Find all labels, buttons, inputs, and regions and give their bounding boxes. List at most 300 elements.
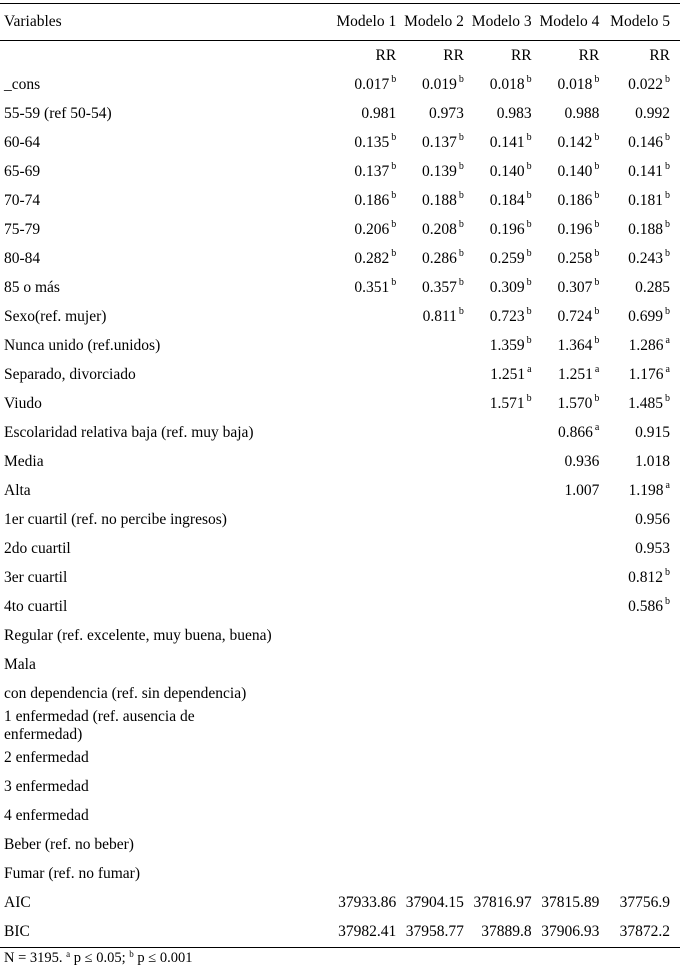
cell-number: 0.243 — [628, 249, 663, 267]
significance-mark: b — [391, 73, 397, 85]
significance-mark: b — [594, 218, 600, 230]
table-row — [0, 273, 680, 302]
cell-value — [532, 505, 600, 534]
cell-value — [396, 418, 464, 447]
cell-number: 0.184 — [489, 191, 525, 209]
significance-mark: a — [665, 363, 670, 375]
table-row — [0, 708, 680, 744]
cell-value — [464, 418, 532, 447]
table-row — [0, 650, 680, 679]
cell-value — [464, 889, 532, 918]
cell-value — [532, 186, 600, 215]
cell-value — [599, 476, 680, 505]
cell-value — [328, 889, 396, 918]
cell-number: 0.973 — [429, 104, 464, 122]
table-row — [0, 889, 680, 918]
cell-value — [599, 505, 680, 534]
cell-value — [464, 70, 532, 99]
cell-number: 0.866 — [558, 423, 593, 441]
cell-value — [599, 186, 680, 215]
cell-value — [396, 476, 464, 505]
cell-number: 0.017 — [354, 75, 390, 93]
cell-value — [396, 331, 464, 360]
table-row — [0, 534, 680, 563]
cell-value — [464, 802, 532, 831]
table-row — [0, 563, 680, 592]
significance-mark: b — [665, 305, 670, 317]
cell-value — [328, 860, 396, 889]
significance-mark: b — [526, 73, 532, 85]
cell-value — [532, 889, 600, 918]
cell-number: 37872.2 — [619, 923, 670, 941]
table-row — [0, 802, 680, 831]
cell-value — [532, 831, 600, 860]
cell-number: 0.188 — [628, 220, 663, 238]
row-label: Regular (ref. excelente, muy buena, buena) — [4, 626, 272, 644]
significance-mark: b — [594, 247, 600, 259]
cell-value — [464, 831, 532, 860]
cell-value — [328, 157, 396, 186]
significance-mark: a — [594, 421, 600, 433]
rr-row — [0, 41, 680, 71]
cell-number: 1.286 — [628, 336, 664, 354]
cell-value — [396, 302, 464, 331]
cell-number: 37816.97 — [473, 894, 532, 912]
cell-value — [396, 273, 464, 302]
cell-number: 1.364 — [557, 336, 593, 354]
cell-value — [328, 592, 396, 621]
table-row — [0, 918, 680, 948]
cell-value — [532, 360, 600, 389]
cell-value — [464, 99, 532, 128]
cell-value — [599, 389, 680, 418]
significance-mark: b — [665, 566, 670, 578]
significance-mark: b — [526, 218, 532, 230]
significance-mark: b — [526, 131, 532, 143]
cell-value — [599, 273, 680, 302]
cell-value — [599, 99, 680, 128]
significance-mark: b — [526, 392, 532, 404]
cell-value — [599, 592, 680, 621]
cell-number: 0.258 — [557, 249, 593, 267]
row-label: 2do cuartil — [4, 539, 71, 557]
significance-mark: b — [391, 131, 397, 143]
cell-value — [396, 889, 464, 918]
table-row — [0, 592, 680, 621]
cell-value — [599, 157, 680, 186]
cell-value — [396, 186, 464, 215]
rr-label: RR — [443, 46, 464, 64]
footnote — [4, 950, 193, 967]
cell-value — [328, 831, 396, 860]
cell-number: 0.259 — [489, 249, 525, 267]
cell-number: 0.723 — [489, 307, 525, 325]
significance-mark: b — [526, 189, 532, 201]
cell-value — [532, 744, 600, 773]
significance-mark: b — [391, 276, 397, 288]
significance-mark: b — [391, 218, 397, 230]
row-label: 75-79 — [4, 220, 41, 238]
cell-number: 0.018 — [489, 75, 525, 93]
cell-value — [532, 99, 600, 128]
cell-value — [532, 302, 600, 331]
row-label: Mala — [4, 655, 36, 673]
significance-mark: b — [665, 247, 670, 259]
variables-header: Variables — [0, 4, 328, 41]
cell-number: 0.992 — [635, 104, 670, 122]
row-label: 3er cuartil — [4, 568, 68, 586]
cell-value — [599, 244, 680, 273]
cell-number: 0.988 — [564, 104, 600, 122]
cell-value — [532, 273, 600, 302]
cell-value — [532, 389, 600, 418]
cell-value — [464, 679, 532, 708]
cell-number: 0.019 — [422, 75, 457, 93]
cell-value — [328, 650, 396, 679]
row-label: 1er cuartil (ref. no percibe ingresos) — [4, 510, 227, 528]
table-row — [0, 389, 680, 418]
row-label: 1 enfermedad (ref. ausencia de enfermedad) — [4, 708, 195, 743]
row-label: Separado, divorciado — [4, 365, 136, 383]
cell-value — [328, 802, 396, 831]
cell-number: 37982.41 — [338, 923, 397, 941]
cell-value — [599, 773, 680, 802]
table-row — [0, 476, 680, 505]
cell-value — [396, 70, 464, 99]
cell-value — [396, 360, 464, 389]
cell-value — [532, 534, 600, 563]
cell-number: 0.285 — [635, 278, 670, 296]
model-header: Modelo 4 — [532, 4, 600, 41]
row-label: 55-59 (ref 50-54) — [4, 104, 112, 122]
cell-number: 37904.15 — [405, 894, 464, 912]
cell-value — [396, 621, 464, 650]
cell-number: 0.022 — [628, 75, 663, 93]
cell-value — [532, 860, 600, 889]
cell-value — [396, 389, 464, 418]
cell-value — [532, 650, 600, 679]
cell-value — [328, 418, 396, 447]
cell-value — [328, 505, 396, 534]
cell-value — [599, 128, 680, 157]
cell-number: 0.282 — [354, 249, 390, 267]
cell-value — [532, 128, 600, 157]
cell-number: 37756.9 — [619, 894, 670, 912]
significance-mark: b — [526, 334, 532, 346]
cell-value — [599, 831, 680, 860]
significance-mark: b — [526, 276, 532, 288]
cell-number: 1.571 — [489, 394, 525, 412]
cell-value — [328, 679, 396, 708]
table-row — [0, 331, 680, 360]
rr-label: RR — [578, 46, 600, 64]
cell-value — [464, 157, 532, 186]
cell-value — [599, 302, 680, 331]
cell-value — [396, 650, 464, 679]
cell-value — [599, 360, 680, 389]
cell-value — [532, 244, 600, 273]
footnote-a-text: p ≤ 0.05; — [70, 950, 126, 966]
cell-value — [599, 744, 680, 773]
significance-mark: b — [458, 73, 464, 85]
cell-number: 1.007 — [564, 481, 600, 499]
cell-value — [599, 331, 680, 360]
model-header: Modelo 3 — [464, 4, 532, 41]
cell-number: 0.139 — [422, 162, 457, 180]
cell-number: 0.915 — [635, 423, 670, 441]
row-label: Fumar (ref. no fumar) — [4, 865, 141, 883]
cell-value — [464, 650, 532, 679]
cell-value — [464, 302, 532, 331]
row-label: Viudo — [4, 394, 42, 412]
footnote-n: N = 3195. — [4, 950, 63, 966]
table-row — [0, 679, 680, 708]
cell-value — [328, 744, 396, 773]
cell-value — [464, 186, 532, 215]
cell-number: 0.146 — [628, 133, 663, 151]
significance-mark: b — [526, 247, 532, 259]
cell-value — [396, 679, 464, 708]
cell-number: 37906.93 — [541, 923, 600, 941]
cell-number: 0.141 — [489, 133, 525, 151]
cell-value — [464, 744, 532, 773]
cell-value — [396, 773, 464, 802]
significance-mark: b — [458, 160, 464, 172]
significance-mark: b — [458, 247, 464, 259]
row-label: 85 o más — [4, 278, 60, 296]
rr-label: RR — [510, 46, 532, 64]
significance-mark: b — [594, 73, 600, 85]
cell-number: 0.186 — [354, 191, 390, 209]
table-row — [0, 860, 680, 889]
cell-value — [396, 563, 464, 592]
table-row — [0, 505, 680, 534]
cell-value — [328, 447, 396, 476]
cell-number: 0.186 — [557, 191, 593, 209]
cell-number: 1.176 — [628, 365, 664, 383]
cell-value — [396, 128, 464, 157]
cell-value — [532, 331, 600, 360]
cell-number: 1.570 — [557, 394, 593, 412]
cell-value — [532, 802, 600, 831]
cell-number: 0.208 — [422, 220, 457, 238]
rr-label: RR — [375, 46, 397, 64]
cell-value — [532, 773, 600, 802]
cell-number: 1.251 — [558, 365, 593, 383]
table-body — [0, 41, 680, 948]
cell-value — [464, 773, 532, 802]
cell-value — [396, 831, 464, 860]
table-row — [0, 418, 680, 447]
cell-value — [464, 476, 532, 505]
cell-value — [328, 186, 396, 215]
cell-value — [464, 860, 532, 889]
significance-mark: b — [665, 160, 670, 172]
cell-number: 0.196 — [557, 220, 593, 238]
cell-value — [532, 918, 600, 948]
cell-value — [532, 157, 600, 186]
cell-value — [328, 918, 396, 948]
table-row — [0, 447, 680, 476]
cell-value — [396, 744, 464, 773]
cell-number: 0.141 — [628, 162, 663, 180]
significance-mark: b — [458, 189, 464, 201]
row-label: AIC — [4, 894, 31, 912]
cell-value — [464, 708, 532, 744]
cell-number: 1.485 — [628, 394, 663, 412]
cell-value — [464, 273, 532, 302]
table-row — [0, 744, 680, 773]
row-label: 2 enfermedad — [4, 749, 89, 767]
significance-mark: a — [665, 479, 670, 491]
cell-number: 0.286 — [422, 249, 457, 267]
cell-value — [328, 70, 396, 99]
significance-mark: b — [458, 131, 464, 143]
table-row — [0, 773, 680, 802]
cell-value — [328, 215, 396, 244]
cell-value — [328, 128, 396, 157]
cell-value — [328, 99, 396, 128]
row-label: 3 enfermedad — [4, 778, 89, 796]
cell-value — [396, 708, 464, 744]
cell-value — [328, 244, 396, 273]
cell-value — [328, 476, 396, 505]
cell-value — [599, 918, 680, 948]
cell-value — [532, 679, 600, 708]
cell-value — [328, 360, 396, 389]
cell-number: 0.811 — [422, 307, 457, 325]
cell-value — [599, 563, 680, 592]
cell-number: 1.359 — [489, 336, 525, 354]
row-label: _cons — [4, 75, 41, 93]
significance-mark: a — [665, 334, 670, 346]
cell-value — [328, 273, 396, 302]
cell-value — [464, 244, 532, 273]
cell-value — [396, 860, 464, 889]
significance-mark: b — [594, 392, 600, 404]
model-header: Modelo 5 — [599, 4, 680, 41]
cell-number: 1.251 — [490, 365, 526, 383]
significance-mark: b — [458, 276, 464, 288]
cell-value — [532, 447, 600, 476]
significance-mark: b — [391, 160, 397, 172]
regression-table — [0, 3, 680, 948]
significance-mark: b — [665, 73, 670, 85]
cell-value — [599, 418, 680, 447]
cell-number: 37958.77 — [405, 923, 464, 941]
row-label: 4 enfermedad — [4, 807, 89, 825]
significance-mark: b — [594, 305, 600, 317]
cell-number: 0.188 — [422, 191, 457, 209]
table-row — [0, 128, 680, 157]
header-row — [0, 4, 680, 41]
significance-mark: b — [458, 305, 464, 317]
row-label: 65-69 — [4, 162, 41, 180]
cell-value — [328, 708, 396, 744]
row-label: Beber (ref. no beber) — [4, 836, 134, 854]
cell-value — [532, 70, 600, 99]
cell-value — [532, 418, 600, 447]
table-row — [0, 99, 680, 128]
cell-number: 0.936 — [564, 452, 600, 470]
cell-value — [396, 918, 464, 948]
row-label: Media — [4, 452, 44, 470]
cell-number: 1.198 — [628, 481, 664, 499]
cell-number: 1.018 — [635, 452, 670, 470]
cell-number: 37933.86 — [338, 894, 397, 912]
cell-value — [396, 447, 464, 476]
cell-value — [396, 244, 464, 273]
cell-value — [328, 534, 396, 563]
table-row — [0, 360, 680, 389]
significance-mark: b — [665, 595, 670, 607]
cell-number: 0.724 — [557, 307, 593, 325]
cell-value — [464, 128, 532, 157]
row-label: 60-64 — [4, 133, 41, 151]
table-row — [0, 244, 680, 273]
cell-number: 0.140 — [557, 162, 593, 180]
table-row — [0, 215, 680, 244]
table-row — [0, 70, 680, 99]
cell-number: 0.981 — [361, 104, 397, 122]
model-header: Modelo 1 — [328, 4, 396, 41]
significance-mark: a — [527, 363, 532, 375]
cell-value — [396, 157, 464, 186]
rr-label: RR — [649, 46, 670, 64]
row-label: 70-74 — [4, 191, 41, 209]
cell-value — [599, 679, 680, 708]
row-label: Alta — [4, 481, 31, 499]
significance-mark: a — [594, 363, 600, 375]
cell-number: 0.351 — [354, 278, 390, 296]
cell-number: 0.137 — [422, 133, 457, 151]
cell-value — [599, 621, 680, 650]
cell-value — [328, 563, 396, 592]
cell-value — [599, 215, 680, 244]
cell-value — [599, 650, 680, 679]
cell-value — [328, 773, 396, 802]
cell-value — [396, 215, 464, 244]
cell-value — [328, 389, 396, 418]
cell-value — [599, 860, 680, 889]
cell-number: 0.812 — [628, 568, 663, 586]
cell-value — [532, 215, 600, 244]
cell-number: 0.953 — [635, 539, 670, 557]
cell-number: 0.142 — [557, 133, 593, 151]
cell-value — [532, 592, 600, 621]
cell-value — [532, 563, 600, 592]
significance-mark: b — [594, 276, 600, 288]
cell-value — [328, 621, 396, 650]
cell-value — [464, 215, 532, 244]
cell-value — [464, 592, 532, 621]
significance-mark: b — [665, 392, 670, 404]
cell-value — [599, 708, 680, 744]
significance-mark: b — [526, 160, 532, 172]
significance-mark: b — [594, 160, 600, 172]
model-header: Modelo 2 — [396, 4, 464, 41]
cell-number: 37815.89 — [541, 894, 600, 912]
row-label: con dependencia (ref. sin dependencia) — [4, 684, 247, 702]
cell-value — [464, 389, 532, 418]
row-label: 80-84 — [4, 249, 41, 267]
footnote-b-mark: b — [129, 949, 134, 959]
cell-value — [599, 534, 680, 563]
significance-mark: b — [526, 305, 532, 317]
cell-value — [396, 99, 464, 128]
cell-value — [464, 331, 532, 360]
cell-value — [464, 534, 532, 563]
